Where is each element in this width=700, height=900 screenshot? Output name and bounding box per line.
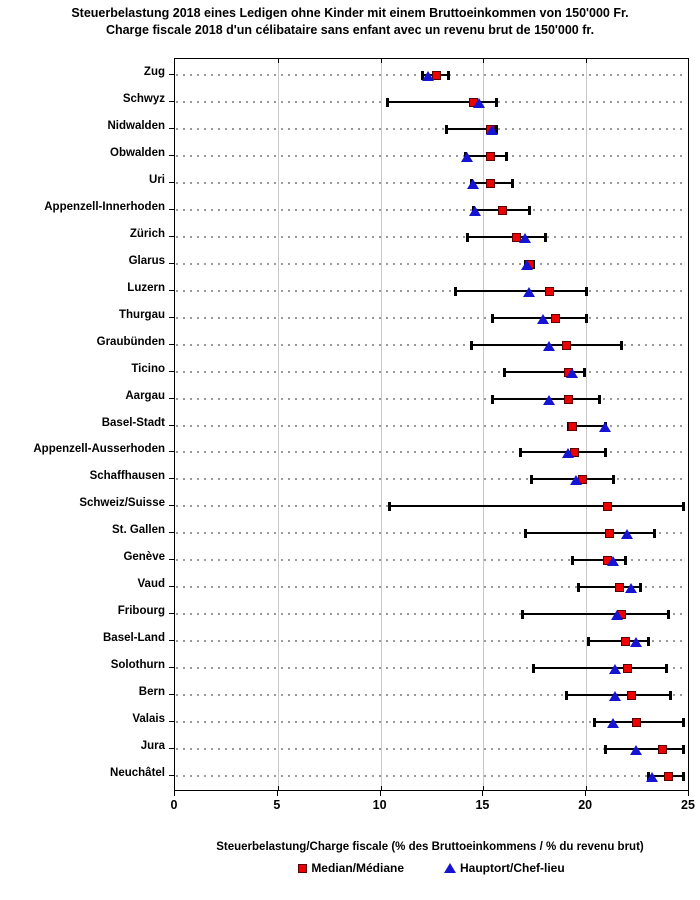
range-cap-min bbox=[470, 341, 473, 350]
y-tick bbox=[169, 371, 174, 372]
range-cap-min bbox=[532, 664, 535, 673]
hauptort-marker bbox=[630, 745, 642, 755]
hauptort-marker bbox=[537, 314, 549, 324]
range-line bbox=[455, 290, 587, 292]
range-cap-min bbox=[388, 502, 391, 511]
range-cap-max bbox=[682, 745, 685, 754]
y-tick bbox=[169, 667, 174, 668]
hauptort-marker bbox=[566, 368, 578, 378]
x-tick-label: 20 bbox=[578, 798, 593, 812]
hauptort-marker bbox=[630, 637, 642, 647]
hauptort-marker bbox=[609, 664, 621, 674]
y-tick bbox=[169, 128, 174, 129]
row-leader-dots bbox=[176, 209, 687, 211]
median-marker bbox=[486, 179, 495, 188]
row-leader-dots bbox=[176, 290, 687, 292]
range-cap-max bbox=[669, 691, 672, 700]
y-tick bbox=[169, 182, 174, 183]
range-cap-max bbox=[639, 583, 642, 592]
y-tick bbox=[169, 74, 174, 75]
median-marker bbox=[562, 341, 571, 350]
y-tick bbox=[169, 478, 174, 479]
row-leader-dots bbox=[176, 263, 687, 265]
y-tick bbox=[169, 317, 174, 318]
range-cap-min bbox=[587, 637, 590, 646]
range-line bbox=[467, 236, 545, 238]
row-leader-dots bbox=[176, 451, 687, 453]
x-tick-label: 15 bbox=[475, 798, 490, 812]
range-cap-max bbox=[653, 529, 656, 538]
range-cap-max bbox=[604, 448, 607, 457]
row-leader-dots bbox=[176, 398, 687, 400]
x-tick-label: 0 bbox=[170, 798, 178, 812]
x-tick-inner-bottom bbox=[483, 786, 484, 790]
hauptort-marker bbox=[422, 71, 434, 81]
y-axis-label-nidwalden: Nidwalden bbox=[107, 119, 165, 132]
hauptort-marker bbox=[543, 395, 555, 405]
y-axis-label-thurgau: Thurgau bbox=[119, 308, 165, 321]
x-tick-inner-top bbox=[483, 59, 484, 63]
range-cap-max bbox=[598, 395, 601, 404]
range-cap-min bbox=[571, 556, 574, 565]
y-tick bbox=[169, 775, 174, 776]
range-cap-max bbox=[624, 556, 627, 565]
y-axis-label-bern: Bern bbox=[138, 686, 165, 699]
y-tick bbox=[169, 586, 174, 587]
median-marker bbox=[564, 395, 573, 404]
row-leader-dots bbox=[176, 317, 687, 319]
range-cap-max bbox=[447, 71, 450, 80]
hauptort-marker bbox=[543, 341, 555, 351]
hauptort-marker bbox=[473, 98, 485, 108]
hauptort-marker bbox=[469, 206, 481, 216]
x-tick bbox=[688, 791, 689, 796]
x-tick bbox=[174, 791, 175, 796]
hauptort-marker bbox=[599, 422, 611, 432]
range-cap-max bbox=[544, 233, 547, 242]
range-line bbox=[533, 667, 667, 669]
y-axis-label-fribourg: Fribourg bbox=[117, 605, 165, 618]
legend-label: Median/Médiane bbox=[311, 861, 404, 875]
x-axis-title: Steuerbelastung/Charge fiscale (% des Bruttoeinkommens / % du revenu brut) bbox=[216, 841, 644, 853]
y-axis-label-basel-land: Basel-Land bbox=[103, 632, 165, 645]
median-marker bbox=[603, 502, 612, 511]
x-tick-label: 25 bbox=[681, 798, 695, 812]
x-tick bbox=[482, 791, 483, 796]
hauptort-marker bbox=[621, 529, 633, 539]
y-tick bbox=[169, 721, 174, 722]
y-tick bbox=[169, 532, 174, 533]
row-leader-dots bbox=[176, 371, 687, 373]
range-cap-max bbox=[665, 664, 668, 673]
legend bbox=[174, 861, 689, 875]
hauptort-marker bbox=[607, 556, 619, 566]
range-cap-max bbox=[528, 206, 531, 215]
median-marker bbox=[498, 206, 507, 215]
range-cap-max bbox=[585, 314, 588, 323]
hauptort-marker bbox=[609, 691, 621, 701]
row-leader-dots bbox=[176, 128, 687, 130]
y-axis-label-ticino: Ticino bbox=[131, 362, 165, 375]
y-tick bbox=[169, 344, 174, 345]
row-leader-dots bbox=[176, 155, 687, 157]
legend-label: Hauptort/Chef-lieu bbox=[460, 861, 565, 875]
range-cap-min bbox=[593, 718, 596, 727]
range-line bbox=[605, 748, 683, 750]
y-tick bbox=[169, 451, 174, 452]
range-cap-max bbox=[682, 718, 685, 727]
x-tick bbox=[585, 791, 586, 796]
y-tick bbox=[169, 748, 174, 749]
y-tick bbox=[169, 559, 174, 560]
y-axis-label-st-gallen: St. Gallen bbox=[111, 524, 165, 537]
x-tick-inner-top bbox=[586, 59, 587, 63]
y-axis-label-schaffhausen: Schaffhausen bbox=[89, 470, 165, 483]
hauptort-marker bbox=[523, 287, 535, 297]
y-axis-label-schwyz: Schwyz bbox=[122, 92, 165, 105]
range-cap-max bbox=[667, 610, 670, 619]
x-tick-inner-top bbox=[381, 59, 382, 63]
hauptort-marker bbox=[521, 260, 533, 270]
range-cap-min bbox=[503, 368, 506, 377]
y-tick bbox=[169, 640, 174, 641]
y-axis-label-aargau: Aargau bbox=[125, 389, 165, 402]
y-tick bbox=[169, 155, 174, 156]
y-tick bbox=[169, 425, 174, 426]
x-tick-inner-bottom bbox=[278, 786, 279, 790]
hauptort-marker bbox=[611, 610, 623, 620]
range-line bbox=[389, 505, 683, 507]
x-tick-label: 5 bbox=[273, 798, 281, 812]
range-cap-min bbox=[521, 610, 524, 619]
y-tick bbox=[169, 505, 174, 506]
median-marker bbox=[615, 583, 624, 592]
median-marker bbox=[605, 529, 614, 538]
row-leader-dots bbox=[176, 775, 687, 777]
y-tick bbox=[169, 694, 174, 695]
range-cap-max bbox=[620, 341, 623, 350]
range-cap-min bbox=[491, 314, 494, 323]
median-marker bbox=[551, 314, 560, 323]
x-tick-label: 10 bbox=[372, 798, 387, 812]
range-cap-min bbox=[466, 233, 469, 242]
y-tick bbox=[169, 613, 174, 614]
range-cap-max bbox=[682, 502, 685, 511]
y-tick bbox=[169, 398, 174, 399]
y-axis-label-uri: Uri bbox=[149, 173, 165, 186]
median-marker bbox=[486, 152, 495, 161]
range-cap-min bbox=[454, 287, 457, 296]
hauptort-marker bbox=[607, 718, 619, 728]
median-marker bbox=[545, 287, 554, 296]
row-leader-dots bbox=[176, 236, 687, 238]
x-tick bbox=[380, 791, 381, 796]
range-cap-min bbox=[530, 475, 533, 484]
median-marker bbox=[664, 772, 673, 781]
hauptort-marker bbox=[519, 233, 531, 243]
median-marker bbox=[623, 664, 632, 673]
range-cap-min bbox=[445, 125, 448, 134]
range-line bbox=[525, 532, 655, 534]
hauptort-marker bbox=[461, 152, 473, 162]
median-marker bbox=[632, 718, 641, 727]
hauptort-marker bbox=[562, 448, 574, 458]
y-axis-label-valais: Valais bbox=[132, 713, 165, 726]
y-axis-label-vaud: Vaud bbox=[137, 578, 165, 591]
legend-item bbox=[298, 861, 404, 875]
y-tick bbox=[169, 101, 174, 102]
x-tick-inner-bottom bbox=[586, 786, 587, 790]
hauptort-marker bbox=[570, 475, 582, 485]
hauptort-marker bbox=[467, 179, 479, 189]
chart-title bbox=[0, 5, 700, 38]
y-axis-label-z-rich: Zürich bbox=[129, 227, 165, 240]
hauptort-legend-icon bbox=[444, 863, 456, 873]
y-axis-label-glarus: Glarus bbox=[128, 254, 165, 267]
range-cap-max bbox=[585, 287, 588, 296]
y-axis-label-appenzell-ausserhoden: Appenzell-Ausserhoden bbox=[33, 443, 165, 456]
range-line bbox=[522, 613, 668, 615]
y-axis-label-luzern: Luzern bbox=[127, 281, 165, 294]
range-cap-max bbox=[647, 637, 650, 646]
median-marker bbox=[568, 422, 577, 431]
range-cap-max bbox=[511, 179, 514, 188]
x-tick-inner-bottom bbox=[381, 786, 382, 790]
y-axis-label-gen-ve: Genève bbox=[123, 551, 165, 564]
range-cap-max bbox=[682, 772, 685, 781]
plot-area bbox=[174, 58, 689, 791]
x-tick bbox=[277, 791, 278, 796]
y-tick bbox=[169, 290, 174, 291]
range-cap-max bbox=[612, 475, 615, 484]
median-marker bbox=[627, 691, 636, 700]
range-cap-min bbox=[491, 395, 494, 404]
y-axis-label-appenzell-innerhoden: Appenzell-Innerhoden bbox=[44, 200, 165, 213]
hauptort-marker bbox=[625, 583, 637, 593]
legend-item bbox=[444, 861, 565, 875]
y-axis-label-solothurn: Solothurn bbox=[110, 659, 165, 672]
y-tick bbox=[169, 263, 174, 264]
chart-title-line1: Steuerbelastung 2018 eines Ledigen ohne Kinder mit einem Bruttoeinkommen von 150'000 Fr. bbox=[71, 6, 629, 20]
median-marker bbox=[658, 745, 667, 754]
x-tick-inner-top bbox=[278, 59, 279, 63]
range-cap-max bbox=[583, 368, 586, 377]
hauptort-marker bbox=[486, 125, 498, 135]
y-axis-label-neuch-tel: Neuchâtel bbox=[110, 767, 165, 779]
y-axis-label-schweiz-suisse: Schweiz/Suisse bbox=[79, 497, 165, 510]
row-leader-dots bbox=[176, 182, 687, 184]
y-tick bbox=[169, 236, 174, 237]
median-legend-icon bbox=[298, 864, 307, 873]
range-cap-min bbox=[577, 583, 580, 592]
y-tick bbox=[169, 209, 174, 210]
y-axis-label-basel-stadt: Basel-Stadt bbox=[101, 416, 165, 429]
range-cap-min bbox=[565, 691, 568, 700]
range-cap-min bbox=[524, 529, 527, 538]
range-cap-min bbox=[519, 448, 522, 457]
range-cap-max bbox=[495, 98, 498, 107]
range-cap-min bbox=[604, 745, 607, 754]
y-axis-label-zug: Zug bbox=[143, 66, 165, 78]
hauptort-marker bbox=[646, 772, 658, 782]
y-axis-label-jura: Jura bbox=[140, 740, 165, 753]
range-cap-max bbox=[505, 152, 508, 161]
range-cap-min bbox=[386, 98, 389, 107]
y-axis-label-obwalden: Obwalden bbox=[110, 146, 165, 159]
chart-title-line2: Charge fiscale 2018 d'un célibataire sans enfant avec un revenu brut de 150'000 fr. bbox=[105, 22, 595, 37]
y-axis-label-graub-nden: Graubünden bbox=[96, 335, 165, 348]
